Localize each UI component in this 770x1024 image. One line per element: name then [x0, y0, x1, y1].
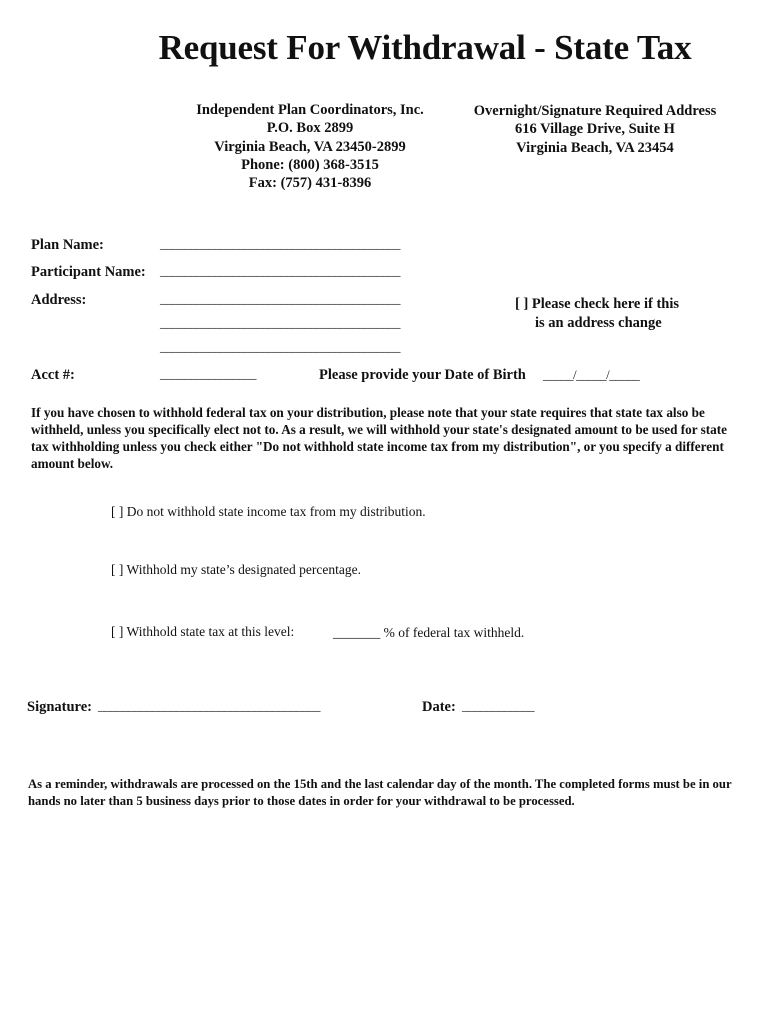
city-state-zip: Virginia Beach, VA 23450-2899: [214, 138, 406, 155]
plan-name-field[interactable]: ________________________________________: [160, 236, 400, 251]
overnight-street: 616 Village Drive, Suite H: [515, 121, 675, 138]
mailing-address: [185, 101, 435, 192]
designated-percentage-option[interactable]: [ ] Withhold my state’s designated percentage.: [111, 562, 362, 577]
processing-reminder: As a reminder, withdrawals are processed on the 15th and the last calendar day of the month. The completed forms must be in our hands no later than 5 business days prior to those dates in order for your withdrawal to be processed.: [28, 777, 732, 808]
date-field[interactable]: ____________: [462, 698, 534, 713]
participant-name-field[interactable]: ________________________________________: [160, 263, 400, 278]
overnight-heading: Overnight/Signature Required Address: [473, 103, 717, 119]
address-field-line-1[interactable]: ________________________________________: [160, 291, 400, 306]
custom-level-option[interactable]: [ ] Withhold state tax at this level:: [111, 624, 295, 639]
date-label: Date:: [422, 699, 456, 715]
dob-label: Please provide your Date of Birth: [319, 367, 526, 383]
company-name: Independent Plan Coordinators, Inc.: [196, 102, 424, 118]
no-withholding-option[interactable]: [ ] Do not withhold state income tax from my distribution.: [111, 504, 426, 519]
address-change-label: is an address change: [535, 315, 662, 331]
address-field-line-2[interactable]: ________________________________________: [160, 315, 400, 330]
dob-field[interactable]: _____/_____/_____: [543, 367, 640, 382]
address-change-checkbox[interactable]: [ ] Please check here if this: [515, 296, 680, 312]
address-field-line-3[interactable]: ________________________________________: [160, 339, 400, 354]
signature-field[interactable]: _____________________________________: [98, 698, 320, 713]
po-box: P.O. Box 2899: [266, 120, 354, 137]
acct-field[interactable]: ________________: [160, 366, 256, 381]
signature-label: Signature:: [27, 699, 92, 715]
withholding-notice: If you have chosen to withhold federal tax on your distribution, please note that your state requires that state tax also be withheld, unless you specifically elect not to. As a result, we will withhold your state's designated amount to be used for state tax withholding unless you check either "Do not withhold state income tax from my distribution", or you specify a different amount below.: [31, 405, 728, 471]
acct-label: Acct #:: [31, 367, 75, 383]
overnight-city: Virginia Beach, VA 23454: [516, 139, 674, 156]
participant-name-label: Participant Name:: [31, 264, 146, 280]
fax-number: Fax: (757) 431-8396: [248, 175, 372, 192]
phone-number: Phone: (800) 368-3515: [241, 156, 379, 173]
page-title: Request For Withdrawal - State Tax: [158, 28, 692, 67]
address-label: Address:: [31, 292, 87, 308]
custom-level-amount-field[interactable]: _______ % of federal tax withheld.: [333, 625, 525, 640]
plan-name-label: Plan Name:: [31, 237, 104, 253]
overnight-address: [460, 102, 730, 157]
